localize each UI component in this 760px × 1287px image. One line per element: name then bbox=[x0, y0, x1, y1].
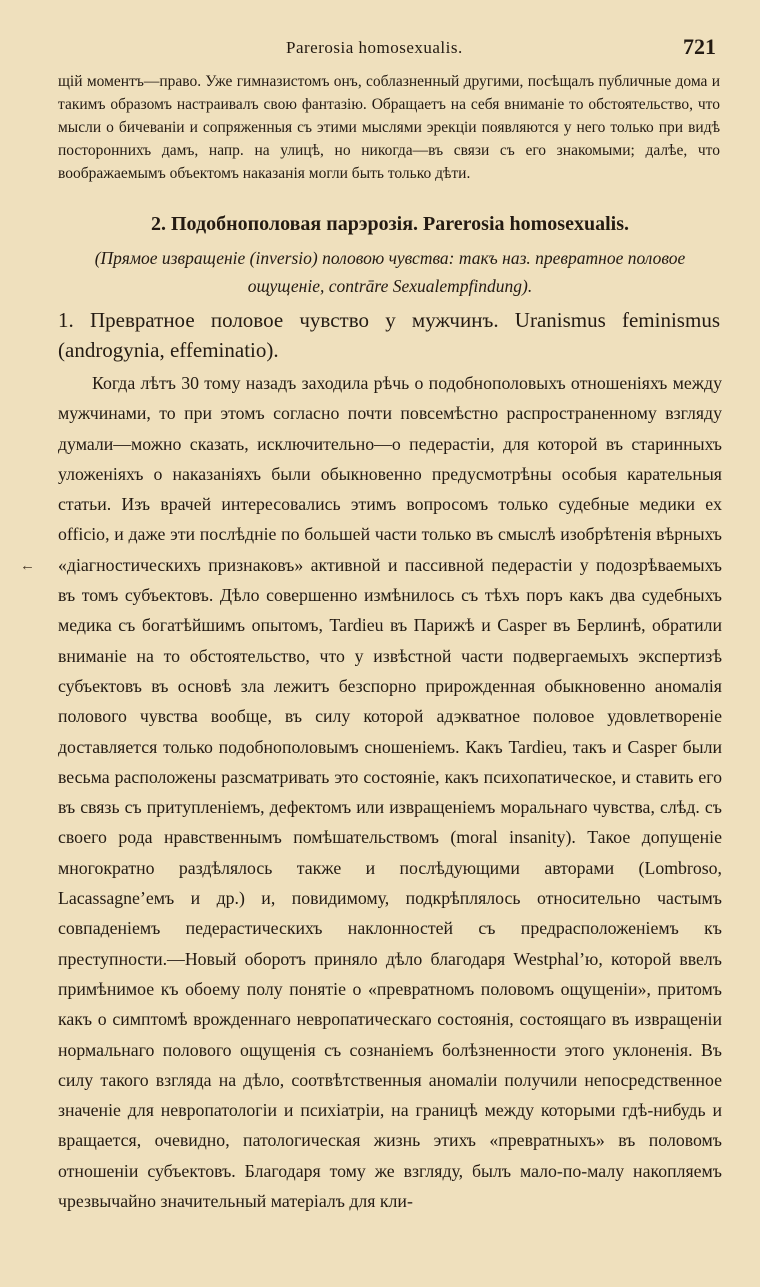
subsection-heading: 1. Превратное половое чувство у мужчинъ. Uranismus feminismus (androgynia, effeminatio). bbox=[58, 308, 720, 362]
page-number: 721 bbox=[683, 34, 716, 59]
section-title: 2. Подобнополовая парэрозія. Parerosia homosexualis. bbox=[151, 213, 629, 235]
continuation-paragraph: щій моментъ—право. Уже гимназистомъ онъ, соблазненный другими, посѣщалъ публичные дома и такимъ образомъ настраивалъ свою фантазію. Обращаетъ на себя вниманіе то обстоятельство, что мысли о бичеваніи и сопряженныя съ этими мыслями эрекціи появляются у него только при видѣ постороннихъ дамъ, напр. на улицѣ, но никогда—въ связи съ его знакомыми; далѣе, что воображаемымъ объектомъ наказанія могли быть только дѣти. bbox=[58, 73, 720, 182]
margin-arrow-mark: ← bbox=[20, 558, 35, 574]
body-paragraph: Когда лѣтъ 30 тому назадъ заходила рѣчь о подобнополовыхъ отношеніяхъ между мужчинами, то при этомъ согласно почти повсемѣстно распространенному взгляду думали—можно сказать, исключительно—о педерастіи, для которой въ старинныхъ уложеніяхъ о наказаніяхъ были обыкновенно предусмотрѣны особыя карательныя статьи. Изъ врачей интересовались этимъ вопросомъ только судебные медики ex officio, и даже эти послѣдніе по большей части только въ смыслѣ изобрѣтенія вѣрныхъ «діагностическихъ признаковъ» активной и пассивной педерастіи у подозрѣваемыхъ въ томъ субъектовъ. Дѣло совершенно измѣнилось съ тѣхъ поръ какъ два судебныхъ медика съ богатѣйшимъ опытомъ, Tardieu въ Парижѣ и Casper въ Берлинѣ, обратили вниманіе на то обстоятельство, что у извѣстной части подвергаемыхъ экспертизѣ субъектовъ въ основѣ зла лежитъ безспорно прирожденная обыкновенно аномалія полового чувства вообще, въ силу которой адэкватное половое удовлетвореніе доставляется только подобнополовымъ сношеніемъ. Какъ Tardieu, такъ и Casper были весьма расположены разсматривать это состояніе, какъ психопатическое, и ставить его въ связь съ притупленіемъ, дефектомъ или извращеніемъ моральнаго чувства, слѣд. съ своего рода нравственнымъ помѣшательствомъ (moral insanity). Такое допущеніе многократно раздѣлялось также и послѣдующими авторами (Lombroso, Lacassagne’емъ и др.) и, повидимому, подкрѣплялось относительно частымъ совпаденіемъ педерастическихъ наклонностей съ предрасположеніемъ къ преступности.—Новый оборотъ приняло дѣло благодаря Westphal’ю, которой ввелъ примѣнимое къ обоему полу понятіе о «превратномъ половомъ ощущеніи», притомъ какъ о симптомѣ врожденнаго невропатическаго состоянія, состоящаго въ извращеніи нормальнаго полового ощущенія съ сознаніемъ болѣзненности этого уклоненія. Въ силу такого взгляда на дѣло, соотвѣтственныя аномаліи получили непосредственное значеніе для невропатологіи и психіатріи, на границѣ между которыми гдѣ-нибудь и вращается, очевидно, патологическая жизнь этихъ «превратныхъ» въ половомъ отношеніи субъектовъ. Благодаря тому же взгляду, былъ мало-по-малу накопляемъ чрезвычайно значительный матеріалъ для кли- bbox=[58, 373, 722, 1212]
section-subtitle: (Прямое извращеніе (inversio) половою чувства: такъ наз. превратное половое ощущеніе, contrāre Sexualempfindung). bbox=[94, 248, 686, 296]
page-header bbox=[56, 34, 722, 60]
running-head: Parerosia homosexualis. bbox=[286, 38, 463, 57]
